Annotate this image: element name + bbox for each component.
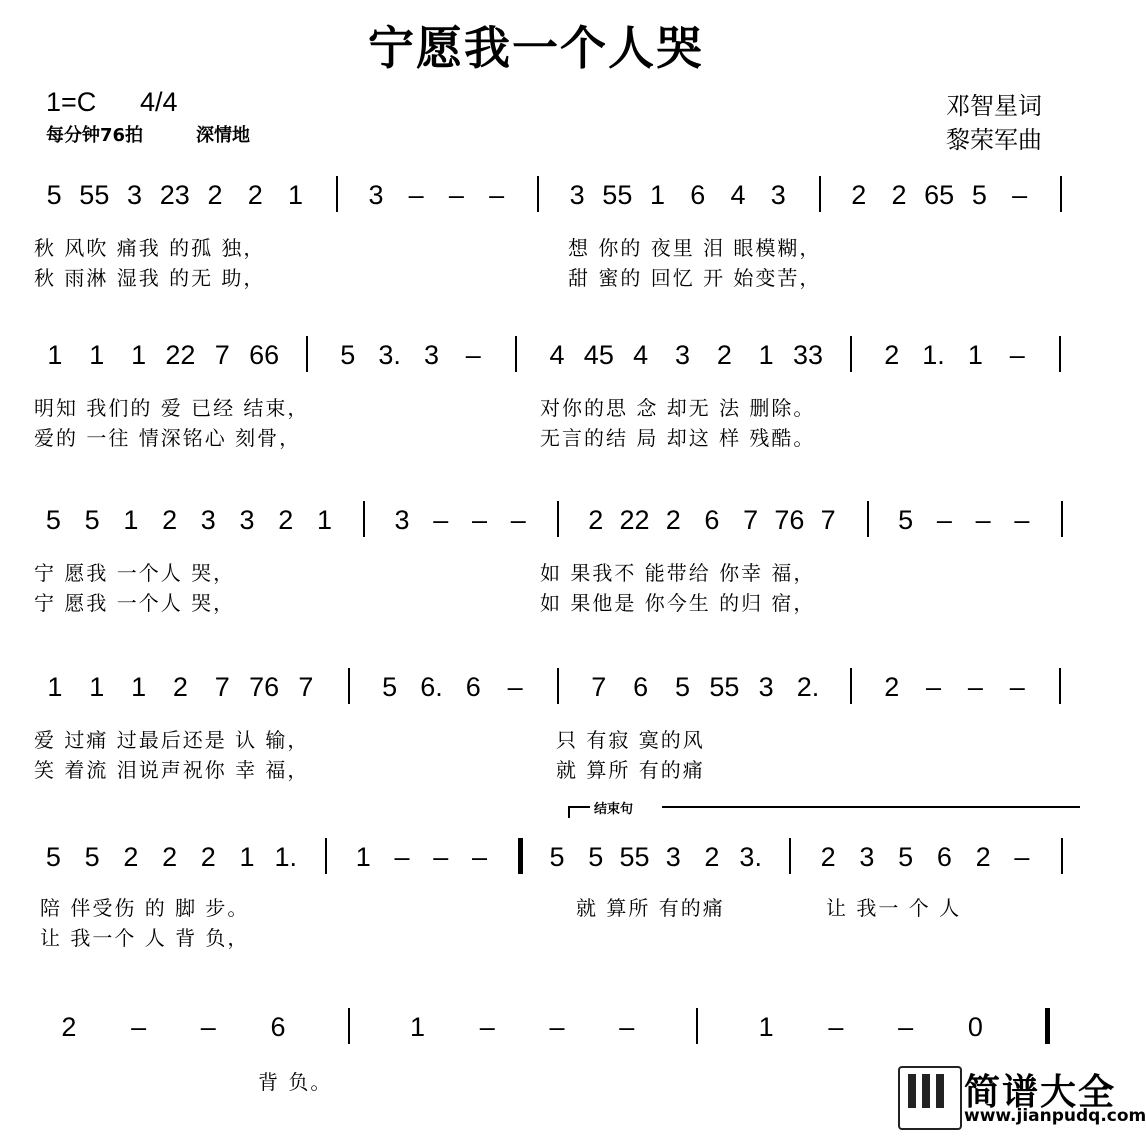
key-signature: 1=C [46, 87, 97, 117]
note: 3 [394, 505, 410, 535]
note: 3 [665, 842, 681, 872]
note: 1 [317, 505, 333, 535]
note: 4 [549, 340, 565, 370]
note: 1 [89, 340, 105, 370]
note: 5 [588, 842, 604, 872]
note: 2 [884, 340, 900, 370]
dash-note: – [200, 1012, 216, 1042]
lyric-line-3d: 如 果他是 你今生 的归 宿， [540, 591, 816, 615]
note: 7 [214, 340, 230, 370]
dash-note: – [394, 842, 410, 872]
dash-note: – [967, 672, 983, 702]
note: 4 [633, 340, 649, 370]
note: 3 [770, 180, 786, 210]
lyric-line-1c: 秋 雨淋 湿我 的无 助， [34, 266, 266, 290]
dash-note: – [1014, 505, 1030, 535]
note: 2 [162, 505, 178, 535]
dash-note: – [898, 1012, 914, 1042]
note: 55 [79, 180, 110, 210]
note: 2 [588, 505, 604, 535]
expression-marking: 深情地 [196, 125, 250, 146]
dash-note: – [1014, 842, 1030, 872]
dash-note: – [510, 505, 526, 535]
dash-note: – [1009, 672, 1025, 702]
dash-note: – [489, 180, 505, 210]
lyric-line-4a: 爱 过痛 过最后还是 认 输， [34, 728, 310, 752]
note: 76 [249, 672, 280, 702]
note: 2 [172, 672, 188, 702]
note: 2 [820, 842, 836, 872]
note: 3 [859, 842, 875, 872]
note: 2 [891, 180, 907, 210]
note: 3 [127, 180, 143, 210]
dash-note: – [828, 1012, 844, 1042]
dash-note: – [433, 842, 449, 872]
note: 76 [774, 505, 805, 535]
dash-note: – [619, 1012, 635, 1042]
dash-note: – [131, 1012, 147, 1042]
dash-note: – [975, 505, 991, 535]
note: 5 [84, 842, 100, 872]
note: 6 [270, 1012, 286, 1042]
note: 23 [159, 180, 190, 210]
tempo-marking: 每分钟76拍 [46, 125, 144, 146]
lyric-line-3b: 如 果我不 能带给 你幸 福， [540, 561, 816, 585]
watermark-url: www.jianpudq.com [964, 1106, 1146, 1126]
note: 5 [45, 842, 61, 872]
note: 2 [123, 842, 139, 872]
dash-note: – [926, 672, 942, 702]
note: 3 [423, 340, 439, 370]
note: 2 [716, 340, 732, 370]
note: 2 [975, 842, 991, 872]
note: 2 [247, 180, 263, 210]
note: 6 [690, 180, 706, 210]
note: 3 [569, 180, 585, 210]
dash-note: – [936, 505, 952, 535]
note: 33 [793, 340, 824, 370]
note: 1 [131, 340, 147, 370]
note: 1 [758, 340, 774, 370]
note: 2 [162, 842, 178, 872]
dash-note: – [471, 505, 488, 535]
lyric-line-1d: 甜 蜜的 回忆 开 始变苦， [568, 266, 822, 290]
note: 65 [924, 180, 955, 210]
dash-note: – [433, 505, 449, 535]
page-title: 宁愿我一个人哭 [368, 21, 704, 75]
note: 1 [650, 180, 666, 210]
note: 6. [420, 672, 443, 702]
dash-note: – [448, 180, 464, 210]
note: 5 [549, 842, 565, 872]
lyric-line-2b: 对你的思 念 却无 法 删除。 [540, 396, 816, 420]
lyric-line-1b: 想 你的 夜里 泪 眼模糊， [568, 236, 822, 260]
note: 3 [200, 505, 216, 535]
note: 1 [758, 1012, 774, 1042]
lyric-line-2a: 明知 我们的 爱 已经 结束， [34, 396, 310, 420]
dash-note: – [465, 340, 481, 370]
note: 0 [967, 1012, 983, 1042]
note: 1. [274, 842, 298, 872]
note: 2 [61, 1012, 77, 1042]
dash-note: – [408, 180, 424, 210]
note: 2. [796, 672, 820, 702]
note: 7 [820, 505, 836, 535]
note: 2 [665, 505, 681, 535]
lyric-line-3a: 宁 愿我 一个人 哭， [34, 561, 236, 585]
lyric-line-5b: 就 算所 有的痛 [576, 896, 725, 920]
lyric-line-4d: 就 算所 有的痛 [556, 758, 705, 782]
note: 1 [355, 842, 371, 872]
note: 5 [46, 180, 62, 210]
lyric-line-5a: 陪 伴受伤 的 脚 步。 [40, 896, 250, 920]
note: 3 [674, 340, 691, 370]
lyric-line-3c: 宁 愿我 一个人 哭， [34, 591, 236, 615]
lyric-line-5d: 让 我一个 人 背 负， [40, 926, 250, 950]
lyric-line-6a: 背 负。 [258, 1070, 333, 1094]
watermark-name: 简谱大全 [964, 1072, 1117, 1113]
dash-note: – [479, 1012, 495, 1042]
note: 22 [165, 340, 196, 370]
note: 22 [619, 505, 650, 535]
note: 7 [591, 672, 607, 702]
note: 1 [47, 672, 63, 702]
lyric-line-4c: 笑 着流 泪说声祝你 幸 福， [34, 758, 310, 782]
note: 6 [704, 505, 720, 535]
note: 2 [200, 842, 216, 872]
note: 3 [239, 505, 255, 535]
note: 55 [709, 672, 740, 702]
note: 1 [239, 842, 255, 872]
note: 7 [298, 672, 314, 702]
note: 3 [368, 180, 384, 210]
note: 55 [619, 842, 650, 872]
lyric-line-2d: 无言的结 局 却这 样 残酷。 [540, 426, 816, 450]
note: 1 [123, 505, 139, 535]
note: 3. [739, 842, 762, 872]
dash-note: – [1009, 340, 1025, 370]
note: 1. [922, 340, 945, 370]
note: 2 [851, 180, 867, 210]
lyric-line-4b: 只 有寂 寞的风 [556, 728, 705, 752]
lyricist-credit: 邓智星词 [946, 92, 1042, 120]
lyric-line-2c: 爱的 一往 情深铭心 刻骨， [34, 426, 302, 450]
lyric-line-1a: 秋 风吹 痛我 的孤 独， [34, 236, 266, 260]
time-signature: 4/4 [140, 87, 178, 117]
note: 1 [287, 180, 303, 210]
note: 5 [45, 505, 61, 535]
note: 1 [410, 1012, 426, 1042]
note: 7 [214, 672, 230, 702]
note: 1 [967, 340, 983, 370]
note: 2 [207, 180, 223, 210]
lyric-line-5c: 让 我一 个 人 [826, 896, 962, 920]
composer-credit: 黎荣军曲 [946, 126, 1042, 154]
note: 5 [340, 340, 356, 370]
note: 66 [249, 340, 280, 370]
note: 2 [704, 842, 720, 872]
note: 1 [89, 672, 105, 702]
note: 1 [47, 340, 63, 370]
note: 5 [84, 505, 100, 535]
dash-note: – [471, 842, 488, 872]
note: 4 [730, 180, 746, 210]
note: 6 [936, 842, 952, 872]
note: 5 [382, 672, 398, 702]
note: 2 [278, 505, 294, 535]
dash-note: – [549, 1012, 565, 1042]
note: 5 [674, 672, 691, 702]
dash-note: – [507, 672, 523, 702]
note: 6 [633, 672, 649, 702]
note: 2 [884, 672, 900, 702]
note: 5 [898, 505, 914, 535]
note: 45 [583, 340, 614, 370]
ending-label: 结束句 [594, 802, 634, 817]
note: 5 [971, 180, 987, 210]
note: 6 [465, 672, 481, 702]
note: 3 [758, 672, 774, 702]
note: 1 [131, 672, 147, 702]
note: 55 [602, 180, 633, 210]
note: 5 [898, 842, 914, 872]
note: 7 [743, 505, 759, 535]
dash-note: – [1012, 180, 1028, 210]
note: 3. [378, 340, 401, 370]
